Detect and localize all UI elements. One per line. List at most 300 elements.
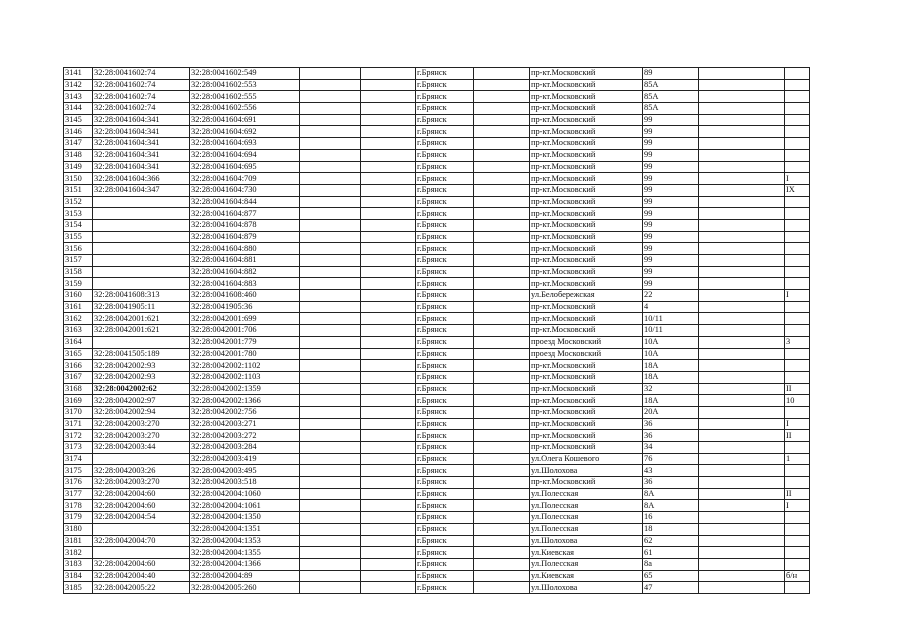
cell-empty-col-b: [361, 488, 416, 500]
cell-row-number: 3176: [64, 477, 93, 489]
cell-street: ул.Олега Кошевого: [530, 453, 643, 465]
cell-empty-col-c: [474, 103, 530, 115]
cell-parent-cadastral-number: 32:28:0042002:93: [93, 360, 190, 372]
table-row: [64, 558, 810, 570]
cell-premises-number: [785, 313, 810, 325]
cell-premises-number: I: [785, 500, 810, 512]
cell-premises-number: [785, 406, 810, 418]
cell-empty-col-c: [474, 500, 530, 512]
cell-city: г.Брянск: [416, 208, 474, 220]
cell-empty-col-d: [699, 79, 785, 91]
cell-empty-col-a: [300, 290, 361, 302]
cell-house-number: 43: [643, 465, 699, 477]
table-row: [64, 68, 810, 80]
cell-premises-number: [785, 114, 810, 126]
cell-empty-col-d: [699, 512, 785, 524]
cell-street: пр-кт.Московский: [530, 430, 643, 442]
cell-cadastral-number: 32:28:0042004:1061: [190, 500, 300, 512]
cell-city: г.Брянск: [416, 313, 474, 325]
cell-premises-number: [785, 255, 810, 267]
cell-cadastral-number: 32:28:0042001:706: [190, 325, 300, 337]
cell-row-number: 3171: [64, 418, 93, 430]
cell-empty-col-a: [300, 360, 361, 372]
cell-row-number: 3183: [64, 558, 93, 570]
cell-cadastral-number: 32:28:0041604:691: [190, 114, 300, 126]
cell-row-number: 3152: [64, 196, 93, 208]
table-row: [64, 570, 810, 582]
cell-empty-col-a: [300, 126, 361, 138]
cell-empty-col-d: [699, 500, 785, 512]
cell-empty-col-c: [474, 91, 530, 103]
cell-cadastral-number: 32:28:0041602:553: [190, 79, 300, 91]
cell-empty-col-c: [474, 219, 530, 231]
cell-parent-cadastral-number: 32:28:0042002:94: [93, 406, 190, 418]
cell-street: ул.Полесская: [530, 523, 643, 535]
cell-empty-col-a: [300, 68, 361, 80]
cell-house-number: 99: [643, 126, 699, 138]
cell-cadastral-number: 32:28:0041604:730: [190, 184, 300, 196]
cell-empty-col-a: [300, 161, 361, 173]
cell-empty-col-c: [474, 173, 530, 185]
cell-row-number: 3166: [64, 360, 93, 372]
cell-empty-col-b: [361, 208, 416, 220]
cell-premises-number: [785, 477, 810, 489]
cell-empty-col-b: [361, 570, 416, 582]
cell-row-number: 3162: [64, 313, 93, 325]
cell-row-number: 3143: [64, 91, 93, 103]
cell-empty-col-c: [474, 313, 530, 325]
cell-premises-number: [785, 138, 810, 150]
cell-empty-col-c: [474, 418, 530, 430]
cell-house-number: 62: [643, 535, 699, 547]
cell-empty-col-d: [699, 418, 785, 430]
cell-parent-cadastral-number: [93, 266, 190, 278]
cell-city: г.Брянск: [416, 442, 474, 454]
cell-parent-cadastral-number: 32:28:0042003:270: [93, 430, 190, 442]
cell-empty-col-c: [474, 512, 530, 524]
cell-premises-number: [785, 535, 810, 547]
cell-empty-col-c: [474, 208, 530, 220]
cell-row-number: 3165: [64, 348, 93, 360]
cell-empty-col-a: [300, 301, 361, 313]
cell-empty-col-b: [361, 442, 416, 454]
cell-parent-cadastral-number: 32:28:0041604:366: [93, 173, 190, 185]
table-row: [64, 442, 810, 454]
cell-house-number: 99: [643, 231, 699, 243]
table-row: [64, 453, 810, 465]
cell-city: г.Брянск: [416, 149, 474, 161]
cell-premises-number: [785, 278, 810, 290]
cell-empty-col-a: [300, 406, 361, 418]
cell-cadastral-number: 32:28:0041604:881: [190, 255, 300, 267]
cell-house-number: 99: [643, 114, 699, 126]
cell-row-number: 3141: [64, 68, 93, 80]
cell-empty-col-c: [474, 126, 530, 138]
cell-empty-col-b: [361, 103, 416, 115]
cell-house-number: 99: [643, 278, 699, 290]
cell-empty-col-a: [300, 512, 361, 524]
cell-house-number: 85А: [643, 79, 699, 91]
cell-premises-number: 1: [785, 453, 810, 465]
cell-empty-col-c: [474, 406, 530, 418]
cell-empty-col-d: [699, 535, 785, 547]
cell-empty-col-d: [699, 453, 785, 465]
cell-premises-number: [785, 512, 810, 524]
cell-empty-col-d: [699, 103, 785, 115]
cell-empty-col-d: [699, 184, 785, 196]
table-row: [64, 138, 810, 150]
cell-premises-number: [785, 149, 810, 161]
cell-parent-cadastral-number: 32:28:0042004:60: [93, 488, 190, 500]
cell-empty-col-a: [300, 231, 361, 243]
cell-premises-number: [785, 465, 810, 477]
cell-empty-col-a: [300, 442, 361, 454]
cell-house-number: 99: [643, 208, 699, 220]
cell-empty-col-b: [361, 91, 416, 103]
cell-empty-col-d: [699, 582, 785, 594]
cell-empty-col-a: [300, 243, 361, 255]
cell-city: г.Брянск: [416, 430, 474, 442]
cell-house-number: 20А: [643, 406, 699, 418]
table-row: [64, 336, 810, 348]
cell-empty-col-b: [361, 149, 416, 161]
cell-street: ул.Шолохова: [530, 465, 643, 477]
cell-house-number: 4: [643, 301, 699, 313]
cell-house-number: 8А: [643, 500, 699, 512]
cell-empty-col-d: [699, 114, 785, 126]
cell-street: пр-кт.Московский: [530, 173, 643, 185]
cell-city: г.Брянск: [416, 126, 474, 138]
cell-row-number: 3173: [64, 442, 93, 454]
cell-city: г.Брянск: [416, 173, 474, 185]
cell-empty-col-b: [361, 336, 416, 348]
cell-row-number: 3168: [64, 383, 93, 395]
cell-city: г.Брянск: [416, 395, 474, 407]
cell-house-number: 34: [643, 442, 699, 454]
cell-parent-cadastral-number: 32:28:0042004:70: [93, 535, 190, 547]
cell-empty-col-c: [474, 442, 530, 454]
cell-empty-col-a: [300, 325, 361, 337]
cell-premises-number: I: [785, 418, 810, 430]
cell-house-number: 99: [643, 255, 699, 267]
cell-empty-col-c: [474, 266, 530, 278]
cell-premises-number: [785, 360, 810, 372]
cell-street: ул.Шолохова: [530, 535, 643, 547]
cell-empty-col-b: [361, 301, 416, 313]
cell-cadastral-number: 32:28:0041604:882: [190, 266, 300, 278]
table-row: [64, 395, 810, 407]
cell-empty-col-a: [300, 477, 361, 489]
cell-parent-cadastral-number: [93, 453, 190, 465]
table-row: [64, 255, 810, 267]
cell-empty-col-c: [474, 348, 530, 360]
cell-cadastral-number: 32:28:0042004:1060: [190, 488, 300, 500]
cell-row-number: 3151: [64, 184, 93, 196]
cell-empty-col-b: [361, 406, 416, 418]
cell-empty-col-c: [474, 301, 530, 313]
cell-city: г.Брянск: [416, 570, 474, 582]
cell-premises-number: 10: [785, 395, 810, 407]
cell-house-number: 89: [643, 68, 699, 80]
cell-premises-number: II: [785, 383, 810, 395]
cell-house-number: 47: [643, 582, 699, 594]
table-row: [64, 149, 810, 161]
cell-empty-col-d: [699, 325, 785, 337]
cell-premises-number: [785, 348, 810, 360]
cell-street: пр-кт.Московский: [530, 196, 643, 208]
cell-empty-col-a: [300, 219, 361, 231]
cell-empty-col-c: [474, 360, 530, 372]
cell-empty-col-b: [361, 453, 416, 465]
cell-house-number: 99: [643, 243, 699, 255]
cell-parent-cadastral-number: [93, 219, 190, 231]
cell-row-number: 3181: [64, 535, 93, 547]
cell-empty-col-c: [474, 582, 530, 594]
table-row: [64, 91, 810, 103]
cell-empty-col-c: [474, 231, 530, 243]
cell-city: г.Брянск: [416, 535, 474, 547]
cell-cadastral-number: 32:28:0042001:780: [190, 348, 300, 360]
cell-city: г.Брянск: [416, 138, 474, 150]
cell-empty-col-b: [361, 582, 416, 594]
cell-empty-col-b: [361, 196, 416, 208]
cell-empty-col-a: [300, 582, 361, 594]
cell-house-number: 10А: [643, 348, 699, 360]
cell-premises-number: [785, 582, 810, 594]
cell-parent-cadastral-number: 32:28:0041602:74: [93, 68, 190, 80]
cell-city: г.Брянск: [416, 301, 474, 313]
cell-cadastral-number: 32:28:0042002:1366: [190, 395, 300, 407]
cell-empty-col-b: [361, 383, 416, 395]
cell-empty-col-d: [699, 126, 785, 138]
cell-empty-col-a: [300, 103, 361, 115]
cell-row-number: 3175: [64, 465, 93, 477]
cell-street: проезд Московский: [530, 348, 643, 360]
cell-house-number: 16: [643, 512, 699, 524]
cell-street: пр-кт.Московский: [530, 161, 643, 173]
cell-empty-col-d: [699, 290, 785, 302]
cell-parent-cadastral-number: [93, 523, 190, 535]
cell-empty-col-d: [699, 477, 785, 489]
table-row: [64, 582, 810, 594]
cell-premises-number: [785, 301, 810, 313]
cell-row-number: 3142: [64, 79, 93, 91]
cell-city: г.Брянск: [416, 383, 474, 395]
table-row: [64, 290, 810, 302]
cell-empty-col-d: [699, 336, 785, 348]
cell-empty-col-d: [699, 442, 785, 454]
cell-house-number: 85А: [643, 103, 699, 115]
cell-premises-number: [785, 523, 810, 535]
cell-house-number: 8а: [643, 558, 699, 570]
cell-street: пр-кт.Московский: [530, 126, 643, 138]
cell-empty-col-b: [361, 325, 416, 337]
cell-cadastral-number: 32:28:0042003:495: [190, 465, 300, 477]
cell-city: г.Брянск: [416, 406, 474, 418]
cell-cadastral-number: 32:28:0042004:1350: [190, 512, 300, 524]
cell-parent-cadastral-number: 32:28:0042004:40: [93, 570, 190, 582]
cell-parent-cadastral-number: 32:28:0041608:313: [93, 290, 190, 302]
cell-cadastral-number: 32:28:0042004:1351: [190, 523, 300, 535]
cell-empty-col-d: [699, 301, 785, 313]
cell-cadastral-number: 32:28:0041604:878: [190, 219, 300, 231]
cell-empty-col-d: [699, 488, 785, 500]
cell-city: г.Брянск: [416, 278, 474, 290]
cell-row-number: 3150: [64, 173, 93, 185]
cell-parent-cadastral-number: 32:28:0042002:93: [93, 371, 190, 383]
cell-empty-col-a: [300, 255, 361, 267]
cell-empty-col-a: [300, 278, 361, 290]
cell-street: пр-кт.Московский: [530, 79, 643, 91]
cell-empty-col-b: [361, 418, 416, 430]
cell-cadastral-number: 32:28:0042003:419: [190, 453, 300, 465]
cell-street: пр-кт.Московский: [530, 91, 643, 103]
cell-empty-col-a: [300, 138, 361, 150]
cell-premises-number: [785, 371, 810, 383]
cell-city: г.Брянск: [416, 68, 474, 80]
cell-cadastral-number: 32:28:0041604:692: [190, 126, 300, 138]
cell-empty-col-c: [474, 161, 530, 173]
cell-row-number: 3169: [64, 395, 93, 407]
cell-city: г.Брянск: [416, 161, 474, 173]
cell-empty-col-c: [474, 383, 530, 395]
table-row: [64, 500, 810, 512]
cell-empty-col-b: [361, 114, 416, 126]
cell-empty-col-c: [474, 453, 530, 465]
cell-cadastral-number: 32:28:0041604:693: [190, 138, 300, 150]
cell-empty-col-c: [474, 278, 530, 290]
cell-empty-col-b: [361, 184, 416, 196]
table-row: [64, 465, 810, 477]
cell-parent-cadastral-number: 32:28:0041602:74: [93, 91, 190, 103]
cell-city: г.Брянск: [416, 523, 474, 535]
cell-city: г.Брянск: [416, 196, 474, 208]
cell-city: г.Брянск: [416, 103, 474, 115]
cell-empty-col-b: [361, 278, 416, 290]
cell-empty-col-d: [699, 219, 785, 231]
cell-empty-col-a: [300, 371, 361, 383]
cell-house-number: 18А: [643, 395, 699, 407]
cell-empty-col-d: [699, 255, 785, 267]
cell-empty-col-a: [300, 547, 361, 559]
cell-empty-col-c: [474, 138, 530, 150]
cell-row-number: 3158: [64, 266, 93, 278]
cell-premises-number: [785, 243, 810, 255]
cell-house-number: 99: [643, 161, 699, 173]
cell-street: пр-кт.Московский: [530, 383, 643, 395]
cell-row-number: 3160: [64, 290, 93, 302]
cell-premises-number: [785, 196, 810, 208]
cell-house-number: 36: [643, 430, 699, 442]
table-row: [64, 348, 810, 360]
cell-premises-number: IX: [785, 184, 810, 196]
cell-empty-col-a: [300, 348, 361, 360]
cell-city: г.Брянск: [416, 371, 474, 383]
cell-empty-col-d: [699, 395, 785, 407]
cell-empty-col-b: [361, 395, 416, 407]
cell-empty-col-a: [300, 453, 361, 465]
cell-house-number: 99: [643, 138, 699, 150]
cell-premises-number: I: [785, 173, 810, 185]
table-row: [64, 535, 810, 547]
cell-parent-cadastral-number: 32:28:0042001:621: [93, 313, 190, 325]
cell-empty-col-b: [361, 465, 416, 477]
cell-city: г.Брянск: [416, 512, 474, 524]
table-row: [64, 196, 810, 208]
cell-cadastral-number: 32:28:0041604:880: [190, 243, 300, 255]
cell-empty-col-d: [699, 208, 785, 220]
cell-empty-col-b: [361, 231, 416, 243]
cell-empty-col-c: [474, 535, 530, 547]
cell-city: г.Брянск: [416, 243, 474, 255]
cell-empty-col-c: [474, 371, 530, 383]
cell-parent-cadastral-number: 32:28:0041505:189: [93, 348, 190, 360]
cell-empty-col-a: [300, 266, 361, 278]
cell-premises-number: [785, 126, 810, 138]
cell-cadastral-number: 32:28:0041604:694: [190, 149, 300, 161]
cell-empty-col-c: [474, 523, 530, 535]
table-row: [64, 208, 810, 220]
cell-street: ул.Полесская: [530, 558, 643, 570]
cell-cadastral-number: 32:28:0042002:1359: [190, 383, 300, 395]
cell-house-number: 76: [643, 453, 699, 465]
cell-empty-col-a: [300, 488, 361, 500]
cell-street: пр-кт.Московский: [530, 278, 643, 290]
cell-empty-col-b: [361, 313, 416, 325]
cell-parent-cadastral-number: 32:28:0041604:341: [93, 149, 190, 161]
cell-parent-cadastral-number: 32:28:0042001:621: [93, 325, 190, 337]
cell-row-number: 3172: [64, 430, 93, 442]
cell-city: г.Брянск: [416, 418, 474, 430]
cell-empty-col-d: [699, 465, 785, 477]
cell-empty-col-b: [361, 547, 416, 559]
cell-empty-col-d: [699, 371, 785, 383]
cell-empty-col-a: [300, 383, 361, 395]
cell-empty-col-c: [474, 395, 530, 407]
cell-row-number: 3180: [64, 523, 93, 535]
cell-house-number: 99: [643, 173, 699, 185]
register-table: [63, 67, 810, 594]
table-row: [64, 360, 810, 372]
cell-premises-number: б/н: [785, 570, 810, 582]
cell-house-number: 99: [643, 149, 699, 161]
cell-street: ул.Шолохова: [530, 582, 643, 594]
table-row: [64, 477, 810, 489]
cell-street: ул.Белобережская: [530, 290, 643, 302]
cell-empty-col-b: [361, 348, 416, 360]
cell-parent-cadastral-number: 32:28:0041905:11: [93, 301, 190, 313]
cell-empty-col-b: [361, 126, 416, 138]
cell-parent-cadastral-number: 32:28:0042002:97: [93, 395, 190, 407]
cell-empty-col-a: [300, 430, 361, 442]
cell-row-number: 3148: [64, 149, 93, 161]
cell-parent-cadastral-number: 32:28:0042004:54: [93, 512, 190, 524]
cell-city: г.Брянск: [416, 465, 474, 477]
cell-empty-col-b: [361, 371, 416, 383]
cell-cadastral-number: 32:28:0042002:1103: [190, 371, 300, 383]
cell-row-number: 3147: [64, 138, 93, 150]
cell-empty-col-d: [699, 266, 785, 278]
cell-cadastral-number: 32:28:0041604:709: [190, 173, 300, 185]
cell-empty-col-a: [300, 395, 361, 407]
cell-house-number: 18: [643, 523, 699, 535]
cell-house-number: 65: [643, 570, 699, 582]
cell-house-number: 61: [643, 547, 699, 559]
table-row: [64, 219, 810, 231]
cell-city: г.Брянск: [416, 477, 474, 489]
cell-parent-cadastral-number: 32:28:0042002:62: [93, 383, 190, 395]
cell-empty-col-c: [474, 149, 530, 161]
